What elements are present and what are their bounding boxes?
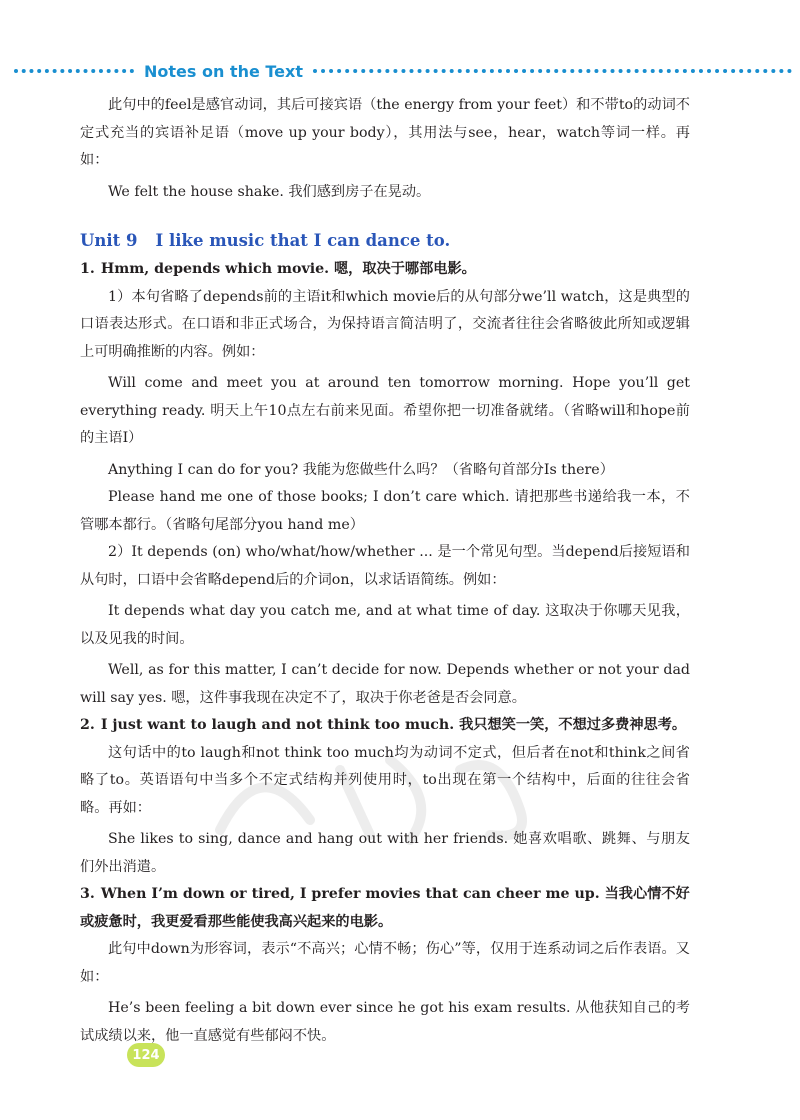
unit-heading (80, 226, 690, 256)
note-number: 1. (80, 261, 95, 277)
note-paragraph: 这句话中的to laugh和not think too much均为动词不定式，但后者在not和think之间省略了to。英语语句中当多个不定式结构并列使用时，to出现在第一个结构中，后面的往往会省略。再如： (80, 744, 690, 816)
note-heading-text: Hmm, depends which movie. 嗯，取决于哪部电影。 (100, 261, 476, 277)
note-number: 2. (80, 717, 95, 733)
note-paragraph: 此句中down为形容词，表示“不高兴；心情不畅；伤心”等，仅用于连系动词之后作表语。又如： (80, 941, 690, 985)
note-paragraph: 1）本句省略了depends前的主语it和which movie后的从句部分we’ll watch，这是典型的口语表达形式。在口语和非正式场合，为保持语言简洁明了，交流者往往会省略彼此所知或逻辑上可明确推断的内容。例如： (80, 288, 690, 360)
section-header (0, 60, 800, 82)
example-sentence: Will come and meet you at around ten tomorrow morning. Hope you’ll get everything ready. 明天上午10点左右前来见面。希望你把一切准备就绪。（省略will和hope前的主语I） (80, 375, 690, 446)
example-sentence: Please hand me one of those books; I don’t care which. 请把那些书递给我一本，不管哪本都行。（省略句尾部分you hand me） (80, 489, 690, 533)
example-sentence: He’s been feeling a bit down ever since he got his exam results. 从他获知自己的考试成绩以来，他一直感觉有些郁闷不快。 (80, 1000, 690, 1044)
note-heading-text: I just want to laugh and not think too much. 我只想笑一笑，不想过多费神思考。 (100, 717, 687, 733)
note-number: 3. (80, 886, 95, 902)
note-heading (80, 712, 690, 740)
header-dots-right (313, 69, 792, 73)
intro-paragraph: 此句中的feel是感官动词，其后可接宾语（the energy from your feet）和不带to的动词不定式充当的宾语补足语（move up your body），其用法与see，hear，watch等词一样。再如： (80, 97, 690, 168)
example-sentence: She likes to sing, dance and hang out with her friends. 她喜欢唱歌、跳舞、与朋友们外出消遣。 (80, 831, 690, 875)
header-dots-left (14, 69, 134, 73)
unit-label: Unit 9 (80, 231, 138, 250)
note-heading-text: When I’m down or tired, I prefer movies that can cheer me up. 当我心情不好或疲惫时，我更爱看那些能使我高兴起来的电影。 (80, 886, 690, 930)
page-body (80, 92, 690, 1050)
note-heading (80, 256, 690, 284)
example-sentence: Anything I can do for you? 我能为您做些什么吗？（省略句首部分Is there） (108, 461, 614, 478)
unit-title: I like music that I can dance to. (155, 231, 451, 250)
note-paragraph: 2）It depends (on) who/what/how/whether ... 是一个常见句型。当depend后接短语和从句时，口语中会省略depend后的介词on，以求话语简练。例如： (80, 544, 690, 588)
page-number: 124 (127, 1043, 165, 1067)
example-sentence: Well, as for this matter, I can’t decide for now. Depends whether or not your dad will say yes. 嗯，这件事我现在决定不了，取决于你老爸是否会同意。 (80, 662, 690, 706)
example-sentence: It depends what day you catch me, and at what time of day. 这取决于你哪天见我，以及见我的时间。 (80, 603, 690, 647)
intro-example: We felt the house shake. 我们感到房子在晃动。 (108, 183, 431, 200)
note-heading (80, 881, 690, 936)
header-title: Notes on the Text (144, 61, 303, 81)
